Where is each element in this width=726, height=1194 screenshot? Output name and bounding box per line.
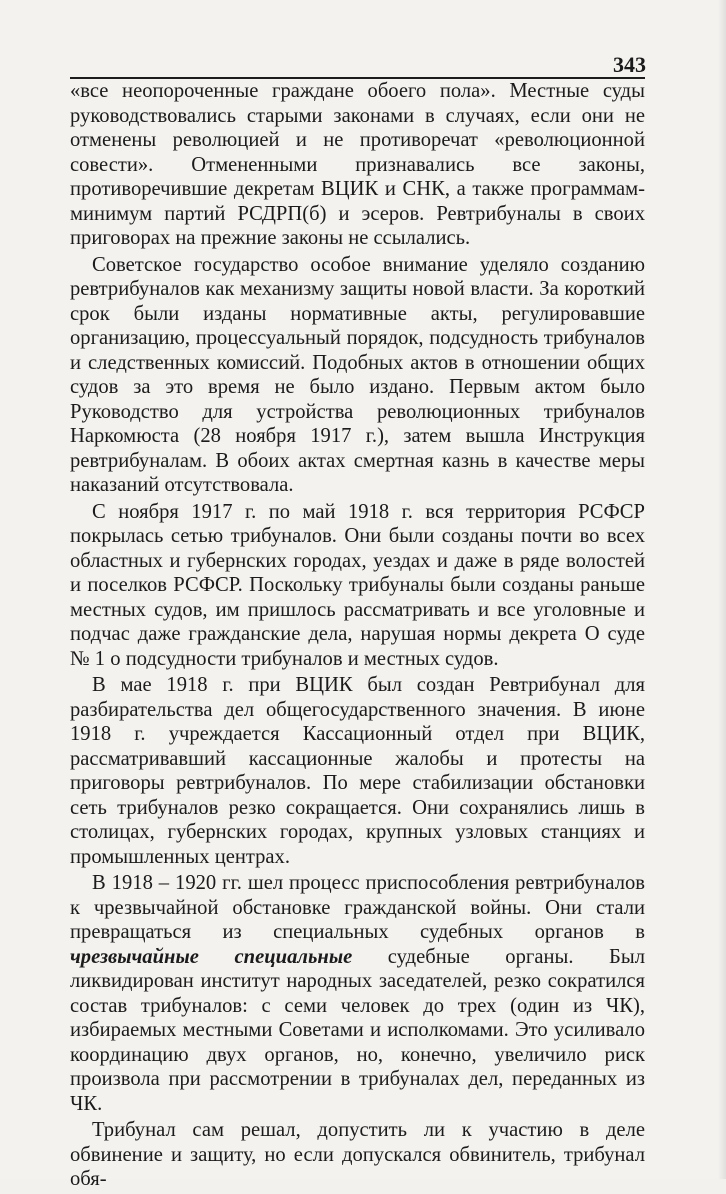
paragraph-5	[70, 871, 645, 1116]
paragraph-3: С ноября 1917 г. по май 1918 г. вся территория РСФСР покрылась сетью трибуналов. Они были созданы почти во всех областных и губернских городах, уездах и даже в ряде волостей и поселков РСФСР. Поскольку трибуналы были созданы раньше местных судов, им пришлось рассматривать и все уголовные и подчас даже гражданские дела, нарушая нормы декрета О суде № 1 о подсудности трибуналов и местных судов.	[70, 500, 645, 670]
paragraph-1: «все неопороченные граждане обоего пола». Местные суды руководствовались старыми законами в случаях, если они не отменены революцией и не противоречат «революционной совести». Отмененными признавались все законы, противоречившие декретам ВЦИК и СНК, а также программам-минимум партий РСДРП(б) и эсеров. Ревтрибуналы в своих приговорах на прежние законы не ссылались.	[70, 80, 645, 249]
body-text	[70, 79, 645, 1194]
page-number: 343	[613, 52, 646, 77]
paragraph-2: Советское государство особое внимание уделяло созданию ревтрибуналов как механизму защиты новой власти. За короткий срок были изданы нормативные акты, регулировавшие организацию, процессуальный порядок, подсудность трибуналов и следственных комиссий. Подобных актов в отношении общих судов за это время не было издано. Первым актом было Руководство для устройства революционных трибуналов Наркомюста (28 ноября 1917 г.), затем вышла Инструкция ревтрибуналам. В обоих актах смертная казнь в качестве меры наказаний отсутствовала.	[70, 253, 645, 496]
paragraph-5-text-end: судебные органы. Был ликвидирован институт народных заседателей, резко сократился состав трибуналов: с семи человек до трех (один из ЧК), избираемых местными Советами и исполкомами. Это усиливало координацию двух органов, но, конечно, увеличило риск произвола при рассмотрении в трибуналах дел, переданных из ЧК.	[70, 945, 645, 1115]
paragraph-4: В мае 1918 г. при ВЦИК был создан Ревтрибунал для разбирательства дел общегосударственного значения. В июне 1918 г. учреждается Кассационный отдел при ВЦИК, рассматривавший кассационные жалобы и протесты на приговоры ревтрибуналов. По мере стабилизации обстановки сеть трибуналов резко сокращается. Они сохранялись лишь в столицах, губернских городах, крупных узловых станциях и промышленных центрах.	[70, 674, 645, 868]
emphasized-term: чрезвычайные специальные	[70, 945, 353, 968]
page-edge-shadow	[718, 0, 726, 1179]
paragraph-5-text-start: В 1918 – 1920 гг. шел процесс приспособления ревтрибуналов к чрезвычайной обстановке гражданской войны. Они стали превращаться из специальных судебных органов в	[70, 872, 645, 943]
paragraph-6: Трибунал сам решал, допустить ли к участию в деле обвинение и защиту, но если допускался обвинитель, трибунал обя-	[70, 1119, 645, 1190]
